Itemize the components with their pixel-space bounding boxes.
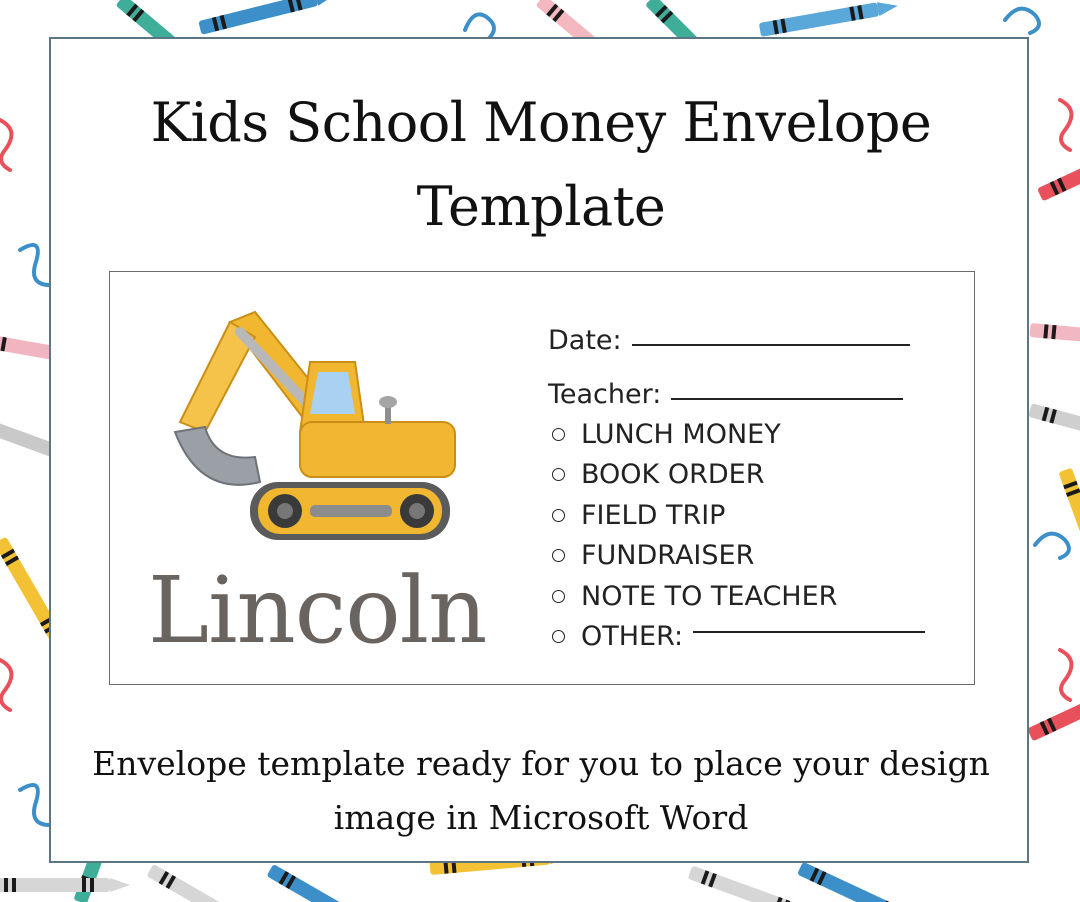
- teacher-line: [671, 398, 903, 400]
- checklist-item: [548, 455, 948, 496]
- envelope-form: [548, 302, 948, 657]
- checkbox-circle-icon: [552, 549, 565, 562]
- teacher-label: Teacher:: [548, 379, 662, 410]
- checkbox-circle-icon: [552, 630, 565, 643]
- checklist-label: NOTE TO TEACHER: [581, 580, 838, 612]
- scribble-blue-top-right: [1005, 9, 1039, 33]
- crayon-red-right: [1037, 129, 1080, 201]
- crayon-blue-top: [198, 0, 337, 35]
- child-name: Lincoln: [148, 557, 487, 664]
- crayon-blue-top-right: [759, 0, 899, 37]
- scribble-blue-right: [1035, 534, 1069, 558]
- caption-line-2: image in Microsoft Word: [333, 798, 749, 837]
- scribble-blue-left: [20, 245, 50, 285]
- crayon-gray-bottom-left: [0, 878, 130, 892]
- scribble-red-left: [0, 120, 11, 170]
- checklist-item: [548, 414, 948, 455]
- checklist-label: OTHER:: [581, 621, 684, 653]
- page-title: [51, 81, 1031, 249]
- excavator-icon: [160, 292, 480, 552]
- scribble-red-right: [1060, 100, 1071, 150]
- crayon-pink-right: [1029, 323, 1080, 349]
- checkbox-circle-icon: [552, 468, 565, 481]
- scribble-red-left-lower: [0, 660, 11, 710]
- checklist-item: [548, 576, 948, 617]
- description-caption: [51, 737, 1031, 845]
- date-line: [632, 344, 910, 346]
- checklist-item: [548, 536, 948, 577]
- checklist-label: FIELD TRIP: [581, 499, 726, 531]
- checklist-item: [548, 617, 948, 658]
- checklist-label: LUNCH MONEY: [581, 418, 781, 450]
- scribble-blue-left-lower: [20, 785, 50, 825]
- checkbox-circle-icon: [552, 509, 565, 522]
- envelope-preview: [109, 271, 975, 685]
- purpose-checklist: [548, 414, 948, 657]
- date-label: Date:: [548, 325, 622, 356]
- date-field: [548, 302, 948, 356]
- title-line-1: Kids School Money Envelope: [150, 91, 932, 154]
- title-line-2: Template: [416, 175, 666, 238]
- crayon-gray-bottom: [147, 864, 275, 902]
- teacher-field: [548, 356, 948, 410]
- checklist-label: BOOK ORDER: [581, 459, 765, 491]
- crayon-gray-right: [1028, 403, 1080, 453]
- checklist-label: FUNDRAISER: [581, 540, 755, 572]
- crayon-blue-bottom-right: [797, 862, 930, 902]
- checklist-item: [548, 495, 948, 536]
- other-line: [693, 631, 925, 633]
- caption-line-1: Envelope template ready for you to place your design: [92, 744, 990, 783]
- crayon-red-right-lower: [1027, 669, 1080, 741]
- scribble-red-right-lower: [1060, 650, 1071, 700]
- template-card: [49, 37, 1029, 863]
- crayon-blue-bottom: [267, 864, 395, 902]
- checkbox-circle-icon: [552, 428, 565, 441]
- checkbox-circle-icon: [552, 590, 565, 603]
